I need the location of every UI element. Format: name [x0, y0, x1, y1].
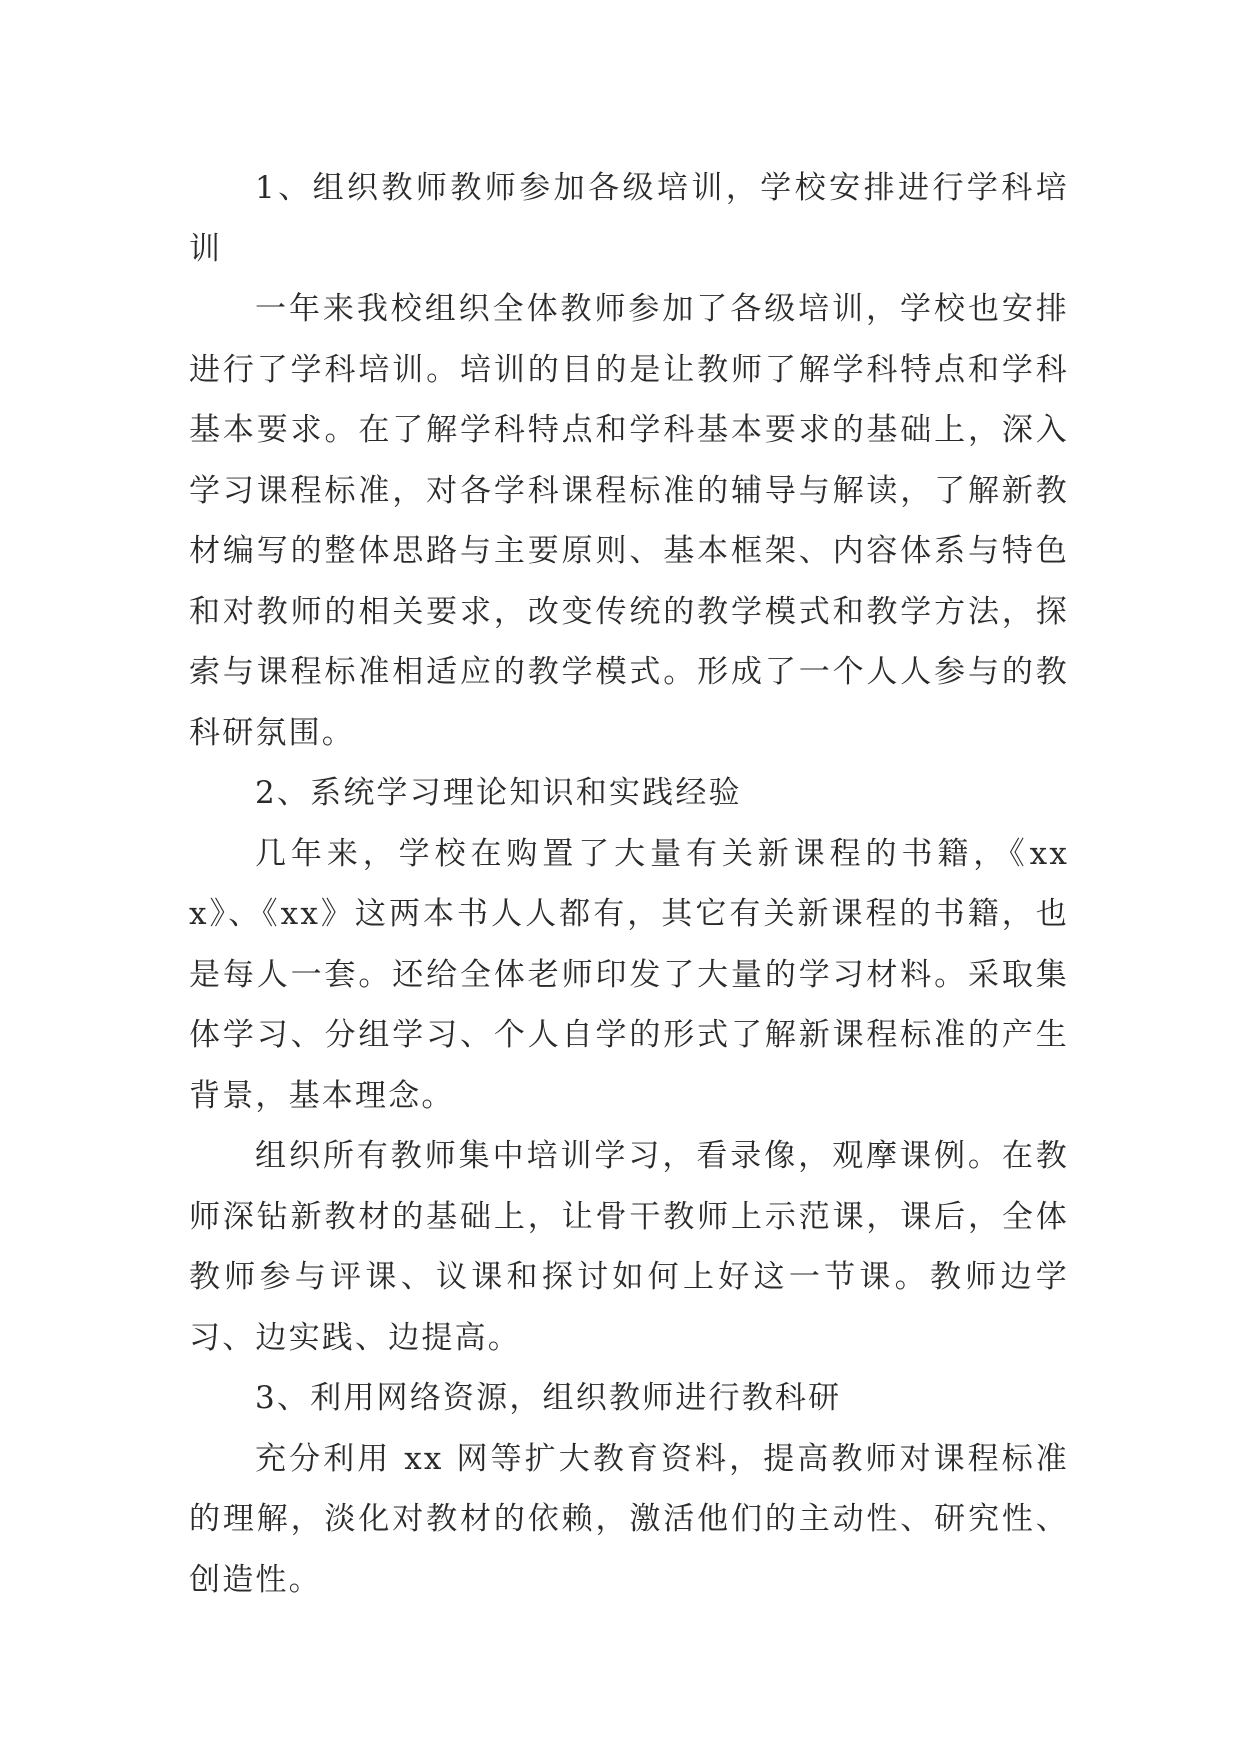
- paragraph-demo-lessons: 组织所有教师集中培训学习，看录像，观摩课例。在教师深钻新教材的基础上，让骨干教师上示范课，课后，全体教师参与评课、议课和探讨如何上好这一节课。教师边学习、边实践、边提高。: [189, 1138, 1069, 1356]
- paragraph-books: 几年来，学校在购置了大量有关新课程的书籍，《xxx》、《xx》这两本书人人都有，其它有关新课程的书籍，也是每人一套。还给全体老师印发了大量的学习材料。采取集体学习、分组学习、个人自学的形式了解新课程标准的产生背景，基本理念。: [189, 835, 1069, 1114]
- paragraph-training: 一年来我校组织全体教师参加了各级培训，学校也安排进行了学科培训。培训的目的是让教师了解学科特点和学科基本要求。在了解学科特点和学科基本要求的基础上，深入学习课程标准，对各学科课程标准的辅导与解读，了解新教材编写的整体思路与主要原则、基本框架、内容体系与特色和对教师的相关要求，改变传统的教学模式和教学方法，探索与课程标准相适应的教学模式。形成了一个人人参与的教科研氛围。: [189, 291, 1069, 751]
- section-heading-2: 2、系统学习理论知识和实践经验: [255, 775, 742, 811]
- document-body: [189, 158, 1069, 1610]
- section-heading-3: 3、利用网络资源，组织教师进行教科研: [255, 1380, 842, 1416]
- paragraph-network-resources: 充分利用 xx 网等扩大教育资料，提高教师对课程标准的理解，淡化对教材的依赖，激活他们的主动性、研究性、创造性。: [189, 1440, 1069, 1598]
- section-heading-1: 1、组织教师教师参加各级培训，学校安排进行学科培训: [189, 170, 1069, 267]
